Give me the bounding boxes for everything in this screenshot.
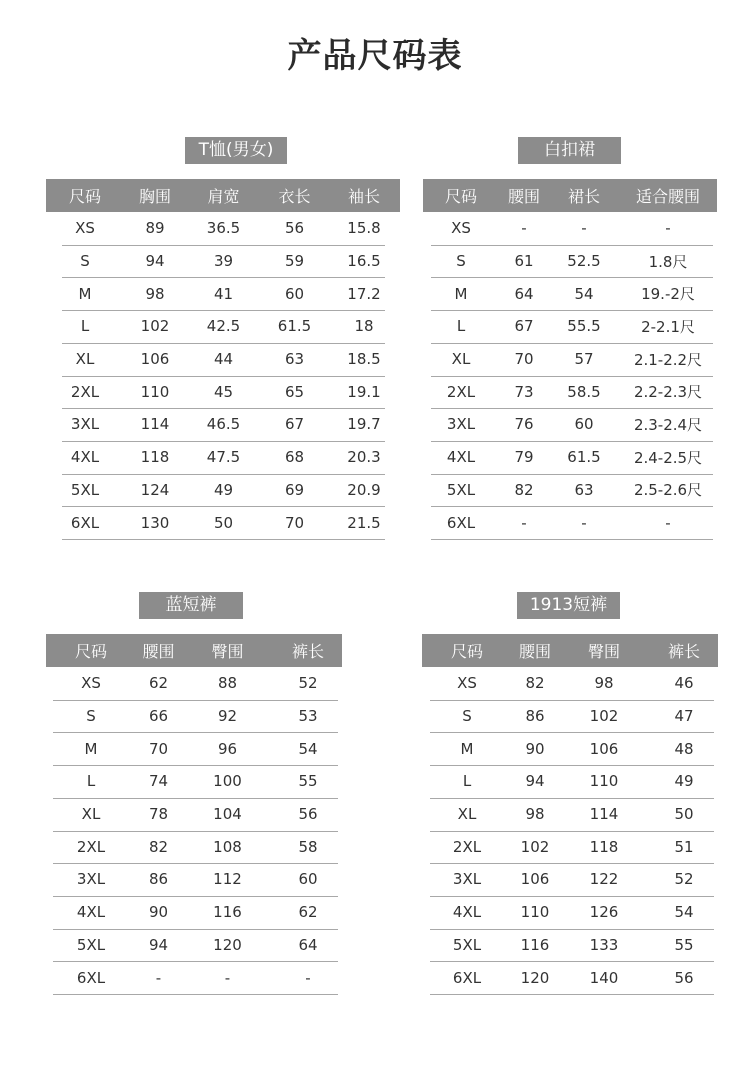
measurement-cell: 126: [589, 903, 619, 922]
measurement-cell: 53: [298, 707, 318, 726]
measurement-cell: 67: [514, 317, 534, 336]
size-cell: L: [456, 317, 466, 336]
measurement-cell: 98: [525, 805, 545, 824]
measurement-cell: 48: [674, 739, 694, 758]
table-row: [423, 277, 717, 310]
row-divider: [62, 506, 385, 507]
measurement-cell: 106: [140, 350, 170, 369]
column-header: 衣长: [278, 187, 311, 206]
row-divider: [62, 277, 385, 278]
column-header: 肩宽: [207, 187, 240, 206]
measurement-cell: 114: [140, 415, 170, 434]
row-divider: [430, 732, 714, 733]
row-divider: [53, 798, 338, 799]
size-cell: XS: [451, 219, 471, 238]
measurement-cell: 54: [574, 284, 594, 303]
category-label: 蓝短裤: [139, 592, 243, 619]
measurement-cell: 2.1-2.2尺: [633, 350, 703, 369]
row-divider: [53, 765, 338, 766]
measurement-cell: 2.5-2.6尺: [633, 481, 703, 500]
measurement-cell: 60: [298, 870, 318, 889]
column-header: 胸围: [138, 187, 171, 206]
row-divider: [53, 929, 338, 930]
size-cell: 3XL: [446, 415, 476, 434]
size-cell: 2XL: [452, 837, 482, 856]
measurement-cell: 18: [354, 317, 374, 336]
table-row: [46, 732, 342, 765]
size-cell: 5XL: [452, 935, 482, 954]
table-row: [46, 863, 342, 896]
measurement-cell: 73: [514, 382, 534, 401]
measurement-cell: 88: [217, 674, 238, 693]
table-row: [423, 375, 717, 408]
size-cell: 3XL: [452, 870, 482, 889]
column-header: 适合腰围: [635, 187, 700, 206]
row-divider: [431, 408, 713, 409]
measurement-cell: 58: [298, 837, 318, 856]
measurement-cell: 55.5: [567, 317, 601, 336]
measurement-cell: 50: [213, 513, 234, 532]
measurement-cell: -: [305, 968, 311, 987]
measurement-cell: 58.5: [567, 382, 601, 401]
row-divider: [430, 896, 714, 897]
measurement-cell: 47: [674, 707, 694, 726]
row-divider: [53, 700, 338, 701]
column-header: 腰围: [518, 642, 551, 661]
measurement-cell: -: [521, 219, 527, 238]
size-cell: S: [462, 707, 472, 726]
measurement-cell: 69: [284, 480, 305, 499]
measurement-cell: 102: [589, 707, 619, 726]
measurement-cell: 50: [674, 805, 694, 824]
measurement-cell: 106: [589, 739, 619, 758]
measurement-cell: 122: [589, 870, 619, 889]
category-label: T恤(男女): [185, 137, 287, 164]
measurement-cell: 46: [674, 674, 694, 693]
size-cell: M: [84, 739, 98, 758]
measurement-cell: 90: [148, 903, 169, 922]
table-row: [46, 277, 400, 310]
table-row: [46, 441, 400, 474]
size-cell: XL: [81, 805, 101, 824]
table-row: [46, 375, 400, 408]
measurement-cell: 102: [520, 837, 550, 856]
measurement-cell: 61: [514, 252, 534, 271]
size-cell: XL: [75, 350, 95, 369]
table-row: [422, 961, 718, 994]
size-cell: M: [78, 284, 92, 303]
measurement-cell: 49: [213, 480, 234, 499]
measurement-cell: 110: [140, 382, 170, 401]
measurement-cell: 18.5: [347, 350, 381, 369]
measurement-cell: 52: [298, 674, 318, 693]
size-cell: 3XL: [70, 415, 100, 434]
measurement-cell: 70: [514, 350, 534, 369]
row-divider: [430, 994, 714, 995]
table-row: [422, 798, 718, 831]
row-divider: [431, 376, 713, 377]
row-divider: [430, 929, 714, 930]
table-row: [46, 506, 400, 539]
column-header: 腰围: [142, 642, 175, 661]
measurement-cell: 57: [574, 350, 594, 369]
measurement-cell: 16.5: [347, 252, 381, 271]
measurement-cell: 86: [525, 707, 545, 726]
measurement-cell: 124: [140, 480, 170, 499]
size-cell: 5XL: [446, 480, 476, 499]
row-divider: [53, 863, 338, 864]
row-divider: [53, 831, 338, 832]
row-divider: [62, 539, 385, 540]
measurement-cell: 79: [514, 448, 534, 467]
measurement-cell: -: [155, 968, 162, 987]
measurement-cell: 2.4-2.5尺: [633, 448, 703, 467]
measurement-cell: -: [665, 219, 671, 238]
measurement-cell: 55: [298, 772, 318, 791]
table-row: [423, 408, 717, 441]
measurement-cell: 100: [213, 772, 242, 791]
table-header-row: [423, 179, 717, 212]
row-divider: [62, 441, 385, 442]
table-row: [423, 212, 717, 245]
table-row: [422, 863, 718, 896]
table-header-row: [46, 634, 342, 667]
measurement-cell: 90: [525, 739, 545, 758]
measurement-cell: 2.2-2.3尺: [633, 383, 703, 402]
measurement-cell: 60: [574, 415, 594, 434]
table-row: [422, 929, 718, 962]
column-header: 臀围: [587, 642, 620, 661]
size-cell: XS: [81, 674, 101, 693]
row-divider: [53, 961, 338, 962]
column-header: 腰围: [507, 187, 540, 206]
measurement-cell: -: [224, 968, 231, 987]
row-divider: [53, 994, 338, 995]
measurement-cell: 110: [520, 903, 550, 922]
measurement-cell: 52.5: [567, 252, 601, 271]
size-cell: XL: [457, 805, 477, 824]
row-divider: [62, 343, 385, 344]
measurement-cell: 89: [145, 219, 165, 238]
measurement-cell: 110: [589, 772, 619, 791]
measurement-cell: 94: [525, 772, 545, 791]
measurement-cell: 67: [284, 415, 305, 434]
measurement-cell: 94: [145, 252, 165, 271]
table-row: [46, 310, 400, 343]
size-cell: S: [86, 707, 96, 726]
size-cell: L: [462, 772, 472, 791]
measurement-cell: 96: [217, 739, 238, 758]
size-cell: 6XL: [76, 968, 106, 987]
measurement-cell: 70: [284, 513, 305, 532]
measurement-cell: 52: [674, 870, 694, 889]
measurement-cell: 114: [589, 805, 619, 824]
measurement-cell: 21.5: [347, 513, 381, 532]
column-header: 裤长: [291, 642, 324, 661]
measurement-cell: 63: [284, 350, 305, 369]
row-divider: [62, 474, 385, 475]
measurement-cell: 130: [140, 513, 170, 532]
measurement-cell: 56: [298, 805, 318, 824]
measurement-cell: 61.5: [567, 448, 601, 467]
table-row: [422, 896, 718, 929]
table-row: [423, 474, 717, 507]
size-cell: M: [454, 284, 468, 303]
table-row: [422, 732, 718, 765]
measurement-cell: 44: [213, 350, 234, 369]
table-header-row: [422, 634, 718, 667]
measurement-cell: -: [581, 513, 587, 532]
measurement-cell: 2.3-2.4尺: [633, 415, 703, 434]
table-row: [46, 830, 342, 863]
row-divider: [53, 732, 338, 733]
row-divider: [430, 831, 714, 832]
size-cell: XL: [451, 350, 471, 369]
measurement-cell: 15.8: [347, 219, 381, 238]
measurement-cell: 41: [213, 284, 234, 303]
measurement-cell: 56: [674, 968, 694, 987]
size-cell: 4XL: [452, 903, 482, 922]
category-label: 1913短裤: [517, 592, 620, 619]
measurement-cell: 54: [298, 739, 318, 758]
measurement-cell: 98: [594, 674, 614, 693]
measurement-cell: 45: [213, 382, 234, 401]
measurement-cell: 94: [148, 935, 169, 954]
measurement-cell: 42.5: [206, 317, 241, 336]
size-cell: M: [460, 739, 474, 758]
column-header: 尺码: [450, 642, 483, 661]
measurement-cell: 39: [213, 252, 234, 271]
column-header: 尺码: [444, 187, 477, 206]
size-cell: S: [80, 252, 90, 271]
table-row: [46, 961, 342, 994]
measurement-cell: 20.9: [347, 480, 381, 499]
measurement-cell: 64: [298, 935, 318, 954]
measurement-cell: -: [665, 513, 671, 532]
measurement-cell: 61.5: [277, 317, 312, 336]
row-divider: [431, 277, 713, 278]
measurement-cell: 68: [284, 448, 305, 467]
measurement-cell: 2-2.1尺: [641, 317, 695, 336]
table-row: [46, 245, 400, 278]
row-divider: [431, 474, 713, 475]
row-divider: [431, 506, 713, 507]
measurement-cell: 1.8尺: [648, 252, 688, 271]
measurement-cell: 20.3: [347, 448, 381, 467]
measurement-cell: 116: [213, 903, 242, 922]
row-divider: [431, 343, 713, 344]
row-divider: [62, 245, 385, 246]
measurement-cell: 17.2: [347, 284, 381, 303]
size-cell: XS: [75, 219, 95, 238]
row-divider: [62, 310, 385, 311]
column-header: 袖长: [347, 187, 380, 206]
measurement-cell: 74: [148, 772, 169, 791]
measurement-cell: 86: [148, 870, 169, 889]
column-header: 尺码: [68, 187, 101, 206]
size-cell: 6XL: [446, 513, 476, 532]
size-cell: 2XL: [76, 837, 106, 856]
page-title: 产品尺码表: [287, 36, 463, 76]
table-row: [46, 765, 342, 798]
measurement-cell: 70: [148, 739, 169, 758]
measurement-cell: 118: [140, 448, 170, 467]
measurement-cell: 108: [213, 837, 242, 856]
measurement-cell: 63: [574, 480, 594, 499]
measurement-cell: 133: [589, 935, 619, 954]
table-header-row: [46, 179, 400, 212]
size-cell: 4XL: [70, 448, 100, 467]
size-cell: 6XL: [70, 513, 100, 532]
table-row: [422, 700, 718, 733]
table-row: [46, 343, 400, 376]
row-divider: [430, 863, 714, 864]
table-row: [422, 765, 718, 798]
row-divider: [431, 441, 713, 442]
row-divider: [431, 245, 713, 246]
column-header: 裙长: [567, 187, 600, 206]
measurement-cell: 49: [674, 772, 694, 791]
measurement-cell: 118: [589, 837, 619, 856]
table-row: [46, 667, 342, 700]
table-row: [422, 667, 718, 700]
column-header: 臀围: [211, 642, 244, 661]
size-cell: 4XL: [446, 448, 476, 467]
size-cell: 3XL: [76, 870, 106, 889]
measurement-cell: 59: [284, 252, 305, 271]
row-divider: [62, 376, 385, 377]
measurement-cell: 98: [145, 284, 165, 303]
measurement-cell: 54: [674, 903, 694, 922]
size-cell: 2XL: [70, 382, 100, 401]
column-header: 裤长: [667, 642, 700, 661]
table-row: [423, 506, 717, 539]
measurement-cell: 120: [213, 935, 242, 954]
table-row: [423, 441, 717, 474]
size-cell: S: [456, 252, 466, 271]
row-divider: [431, 539, 713, 540]
row-divider: [430, 765, 714, 766]
measurement-cell: 140: [589, 968, 619, 987]
table-row: [46, 212, 400, 245]
table-row: [423, 245, 717, 278]
measurement-cell: 104: [213, 805, 242, 824]
measurement-cell: 82: [525, 674, 545, 693]
size-cell: 5XL: [76, 935, 106, 954]
measurement-cell: 19.1: [347, 382, 381, 401]
measurement-cell: 120: [520, 968, 550, 987]
measurement-cell: 46.5: [206, 415, 241, 434]
size-cell: 5XL: [70, 480, 100, 499]
measurement-cell: 78: [148, 805, 169, 824]
measurement-cell: 112: [213, 870, 242, 889]
size-cell: L: [86, 772, 96, 791]
table-row: [46, 798, 342, 831]
size-cell: 4XL: [76, 903, 106, 922]
measurement-cell: 116: [520, 935, 550, 954]
measurement-cell: 36.5: [206, 219, 241, 238]
measurement-cell: 19.7: [347, 415, 381, 434]
row-divider: [430, 961, 714, 962]
measurement-cell: 62: [148, 674, 169, 693]
row-divider: [430, 700, 714, 701]
measurement-cell: 76: [514, 415, 534, 434]
measurement-cell: 92: [217, 707, 238, 726]
measurement-cell: 82: [514, 480, 534, 499]
measurement-cell: 66: [148, 707, 169, 726]
measurement-cell: 82: [148, 837, 169, 856]
category-label: 白扣裙: [518, 137, 621, 164]
row-divider: [62, 408, 385, 409]
measurement-cell: 51: [674, 837, 694, 856]
table-row: [46, 896, 342, 929]
size-cell: 6XL: [452, 968, 482, 987]
measurement-cell: 102: [140, 317, 170, 336]
table-row: [46, 929, 342, 962]
measurement-cell: 60: [284, 284, 305, 303]
measurement-cell: 65: [284, 382, 305, 401]
measurement-cell: 55: [674, 935, 694, 954]
measurement-cell: 56: [284, 219, 305, 238]
column-header: 尺码: [74, 642, 107, 661]
measurement-cell: 64: [514, 284, 534, 303]
table-row: [46, 474, 400, 507]
table-row: [423, 343, 717, 376]
measurement-cell: 62: [298, 903, 318, 922]
measurement-cell: 19.-2尺: [641, 285, 695, 304]
table-row: [422, 830, 718, 863]
row-divider: [430, 798, 714, 799]
table-row: [46, 408, 400, 441]
row-divider: [431, 310, 713, 311]
measurement-cell: -: [581, 219, 587, 238]
measurement-cell: 47.5: [206, 448, 241, 467]
table-row: [46, 700, 342, 733]
row-divider: [53, 896, 338, 897]
measurement-cell: 106: [520, 870, 550, 889]
measurement-cell: -: [521, 513, 527, 532]
size-cell: L: [80, 317, 90, 336]
size-cell: XS: [457, 674, 477, 693]
table-row: [423, 310, 717, 343]
size-cell: 2XL: [446, 382, 476, 401]
